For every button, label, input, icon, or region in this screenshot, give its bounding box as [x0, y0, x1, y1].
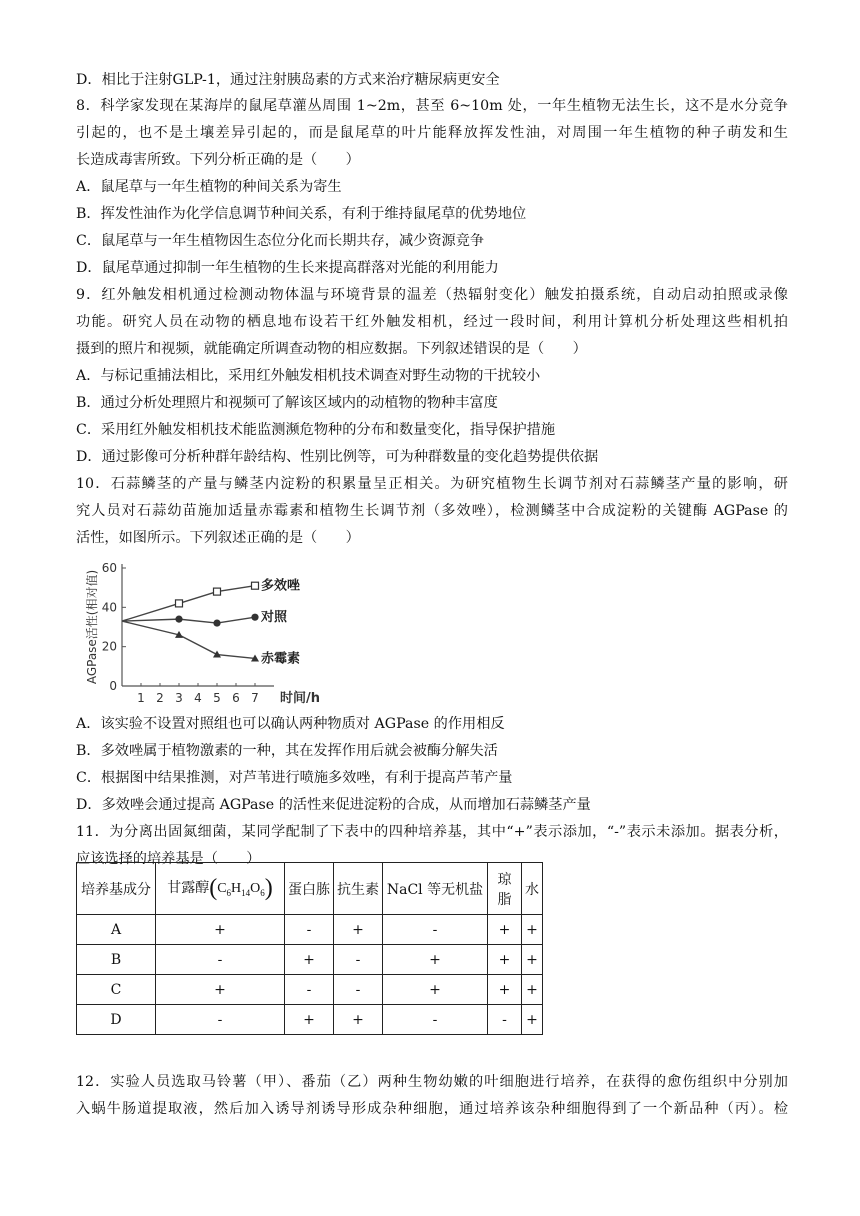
q8-option-c: C．鼠尾草与一年生植物因生态位分化而长期共存，减少资源竞争 — [76, 233, 485, 249]
q9-stem-line3: 摄到的照片和视频，就能确定所调查动物的相应数据。下列叙述错误的是（ ） — [76, 341, 587, 357]
table-cell: + — [334, 915, 383, 945]
x-tick-label: 3 — [175, 691, 183, 705]
q10-option-b: B．多效唑属于植物激素的一种，其在发挥作用后就会被酶分解失活 — [76, 743, 498, 759]
table-row — [77, 975, 543, 1005]
header-salts: NaCl 等无机盐 — [383, 863, 488, 915]
table-cell: + — [383, 945, 488, 975]
table-cell: + — [156, 975, 285, 1005]
q7-option-d: D．相比于注射GLP-1，通过注射胰岛素的方式来治疗糖尿病更安全 — [76, 72, 500, 88]
q9-option-d: D．通过影像可分析种群年龄结构、性别比例等，可为种群数量的变化趋势提供依据 — [76, 449, 599, 465]
mannitol-label: 甘露醇 — [167, 880, 210, 896]
x-tick-label: 4 — [194, 691, 202, 705]
table-cell: - — [383, 915, 488, 945]
q9-stem-line1: 9．红外触发相机通过检测动物体温与环境背景的温差（热辐射变化）触发拍摄系统，自动启动拍照或录像 — [76, 287, 788, 303]
table-row — [77, 915, 543, 945]
q8-option-d: D．鼠尾草通过抑制一年生植物的生长来提高群落对光能的利用能力 — [76, 260, 499, 276]
table-cell: - — [156, 1005, 285, 1035]
q8-stem-line3: 长造成毒害所致。下列分析正确的是（ ） — [76, 152, 360, 168]
chart-series — [122, 582, 259, 661]
table-row — [77, 1005, 543, 1035]
table-cell: - — [488, 1005, 522, 1035]
table-cell: - — [156, 945, 285, 975]
table-row — [77, 945, 543, 975]
table-cell: + — [156, 915, 285, 945]
row-label: B — [77, 945, 156, 975]
x-tick-label: 2 — [156, 691, 164, 705]
q11-stem-line2: 应该选择的培养基是（ ） — [76, 851, 261, 867]
q11-stem-line1: 11．为分离出固氮细菌，某同学配制了下表中的四种培养基，其中“+”表示添加，“-”表示未添加。据表分析， — [76, 824, 788, 840]
series-line — [122, 586, 255, 621]
agpase-line-chart — [76, 556, 336, 706]
q8-stem-line2: 引起的，也不是土壤差异引起的，而是鼠尾草的叶片能释放挥发性油，对周围一年生植物的种子萌发和生 — [76, 125, 788, 141]
q10-stem-line3: 活性，如图所示。下列叙述正确的是（ ） — [76, 530, 360, 546]
series-line — [122, 617, 255, 623]
table-cell: + — [522, 975, 543, 1005]
table-cell: + — [488, 975, 522, 1005]
q10-stem-line2: 究人员对石蒜幼苗施加适量赤霉素和植物生长调节剂（多效唑），检测鳞茎中合成淀粉的关键酶 AGPase 的 — [76, 503, 788, 519]
table-cell: + — [522, 1005, 543, 1035]
series-line — [122, 621, 255, 658]
chart-labels — [84, 561, 320, 706]
row-label: D — [77, 1005, 156, 1035]
header-component: 培养基成分 — [77, 863, 156, 915]
table-cell: + — [285, 1005, 334, 1035]
table-cell: + — [522, 945, 543, 975]
row-label: C — [77, 975, 156, 1005]
y-tick-label: 0 — [109, 679, 117, 693]
table-cell: - — [285, 915, 334, 945]
x-tick-label: 1 — [137, 691, 145, 705]
series-label: 多效唑 — [261, 578, 301, 594]
table-cell: + — [383, 975, 488, 1005]
culture-medium-table — [76, 862, 543, 1035]
table-cell: - — [334, 975, 383, 1005]
q12-stem-line2: 入蜗牛肠道提取液，然后加入诱导剂诱导形成杂种细胞，通过培养该杂种细胞得到了一个新品种（丙）。检 — [76, 1101, 788, 1117]
row-label: A — [77, 915, 156, 945]
mannitol-formula: $(C_6H_{14}O_6)$ — [209, 875, 273, 901]
table-header-row — [77, 863, 543, 915]
q8-option-b: B．挥发性油作为化学信息调节种间关系，有利于维持鼠尾草的优势地位 — [76, 206, 527, 222]
data-point — [176, 600, 183, 607]
table-cell: - — [285, 975, 334, 1005]
q8-stem-line1: 8．科学家发现在某海岸的鼠尾草灌丛周围 1~2m，甚至 6~10m 处，一年生植物无法生长，这不是水分竞争 — [76, 98, 788, 114]
y-tick-label: 40 — [101, 600, 117, 615]
data-point — [251, 614, 258, 621]
y-tick-label: 60 — [101, 561, 117, 575]
x-axis-label: 时间/h — [280, 691, 321, 706]
table-cell: + — [285, 945, 334, 975]
table-cell: - — [383, 1005, 488, 1035]
q10-option-d: D．多效唑会通过提高 AGPase 的活性来促进淀粉的合成，从而增加石蒜鳞茎产量 — [76, 797, 591, 813]
y-tick-label: 20 — [101, 639, 117, 654]
q9-option-c: C．采用红外触发相机技术能监测濒危物种的分布和数量变化，指导保护措施 — [76, 422, 556, 438]
table-cell: + — [334, 1005, 383, 1035]
table-cell: - — [334, 945, 383, 975]
data-point — [252, 582, 259, 589]
data-point — [213, 619, 220, 626]
x-tick-label: 5 — [213, 691, 221, 705]
header-agar: 琼脂 — [488, 863, 522, 915]
data-point — [214, 588, 221, 595]
series-label: 赤霉素 — [261, 651, 301, 667]
header-antibiotic: 抗生素 — [334, 863, 383, 915]
q9-stem-line2: 功能。研究人员在动物的栖息地布设若干红外触发相机，经过一段时间，利用计算机分析处理这些相机拍 — [76, 314, 788, 330]
q12-stem-line1: 12．实验人员选取马铃薯（甲）、番茄（乙）两种生物幼嫩的叶细胞进行培养，在获得的愈伤组织中分别加 — [76, 1074, 788, 1090]
x-tick-label: 6 — [232, 691, 240, 705]
data-point — [175, 616, 182, 623]
header-water: 水 — [522, 863, 543, 915]
q9-option-a: A．与标记重捕法相比，采用红外触发相机技术调查对野生动物的干扰较小 — [76, 368, 541, 384]
q8-option-a: A．鼠尾草与一年生植物的种间关系为寄生 — [76, 179, 342, 195]
header-mannitol — [156, 863, 285, 915]
header-peptone: 蛋白胨 — [285, 863, 334, 915]
q9-option-b: B．通过分析处理照片和视频可了解该区域内的动植物的物种丰富度 — [76, 395, 498, 411]
q10-stem-line1: 10．石蒜鳞茎的产量与鳞茎内淀粉的积累量呈正相关。为研究植物生长调节剂对石蒜鳞茎产量的影响，研 — [76, 476, 788, 492]
x-tick-label: 7 — [251, 691, 259, 705]
table-cell: + — [488, 915, 522, 945]
q10-option-c: C．根据图中结果推测，对芦苇进行喷施多效唑，有利于提高芦苇产量 — [76, 770, 513, 786]
table-cell: + — [488, 945, 522, 975]
y-axis-label: AGPase活性(相对值) — [85, 569, 99, 685]
q10-option-a: A．该实验不设置对照组也可以确认两种物质对 AGPase 的作用相反 — [76, 716, 505, 732]
series-label: 对照 — [261, 610, 288, 626]
data-point — [213, 651, 221, 658]
table-cell: + — [522, 915, 543, 945]
